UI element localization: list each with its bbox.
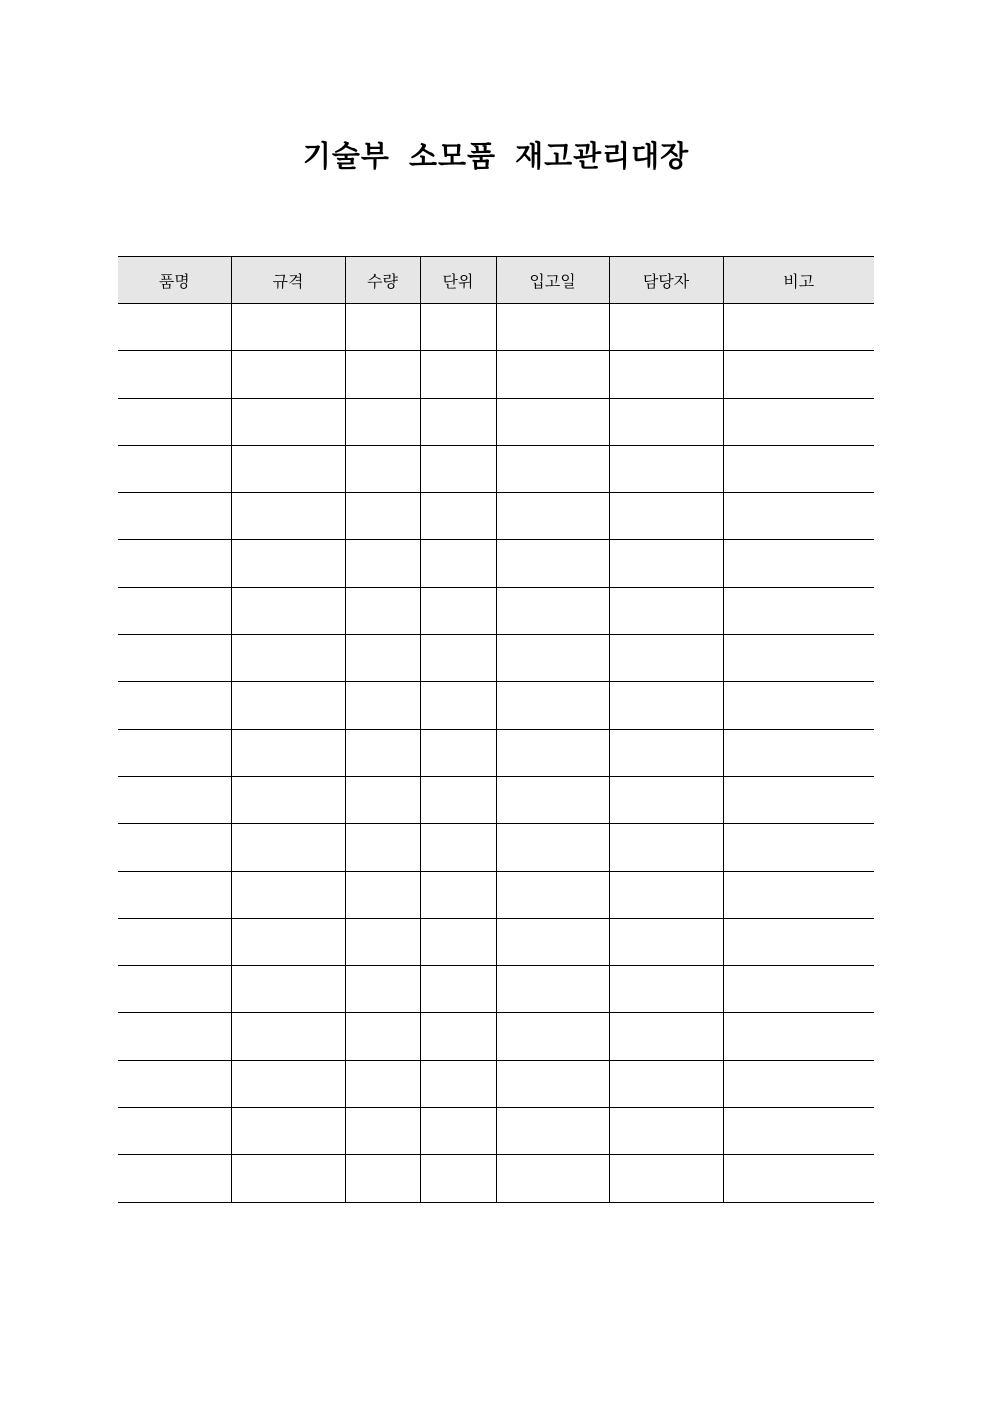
cell-item-name[interactable] — [118, 729, 231, 776]
cell-manager[interactable] — [609, 304, 723, 351]
inventory-ledger-table — [118, 256, 874, 1203]
cell-received-date[interactable] — [496, 1155, 609, 1202]
cell-manager[interactable] — [609, 587, 723, 634]
cell-unit[interactable] — [420, 445, 496, 492]
cell-received-date[interactable] — [496, 304, 609, 351]
cell-received-date[interactable] — [496, 1108, 609, 1155]
table-row — [118, 398, 874, 445]
cell-spec[interactable] — [231, 682, 345, 729]
cell-manager[interactable] — [609, 824, 723, 871]
cell-manager[interactable] — [609, 635, 723, 682]
cell-spec[interactable] — [231, 587, 345, 634]
cell-unit[interactable] — [420, 871, 496, 918]
cell-remarks[interactable] — [723, 729, 874, 776]
cell-remarks[interactable] — [723, 635, 874, 682]
cell-item-name[interactable] — [118, 398, 231, 445]
table-header-row — [118, 257, 874, 304]
cell-manager[interactable] — [609, 445, 723, 492]
cell-unit[interactable] — [420, 729, 496, 776]
document-title: 기술부 소모품 재고관리대장 — [302, 139, 690, 173]
cell-manager[interactable] — [609, 776, 723, 823]
cell-item-name[interactable] — [118, 635, 231, 682]
cell-manager[interactable] — [609, 682, 723, 729]
cell-quantity[interactable] — [345, 493, 420, 540]
cell-manager[interactable] — [609, 493, 723, 540]
table-row — [118, 445, 874, 492]
cell-item-name[interactable] — [118, 918, 231, 965]
cell-unit[interactable] — [420, 493, 496, 540]
cell-item-name[interactable] — [118, 776, 231, 823]
table-row — [118, 351, 874, 398]
table-row — [118, 729, 874, 776]
table-row — [118, 540, 874, 587]
table-row — [118, 635, 874, 682]
cell-quantity[interactable] — [345, 304, 420, 351]
cell-remarks[interactable] — [723, 871, 874, 918]
table-row — [118, 824, 874, 871]
cell-unit[interactable] — [420, 682, 496, 729]
cell-unit[interactable] — [420, 776, 496, 823]
cell-unit[interactable] — [420, 540, 496, 587]
cell-spec[interactable] — [231, 918, 345, 965]
cell-unit[interactable] — [420, 351, 496, 398]
cell-received-date[interactable] — [496, 540, 609, 587]
cell-manager[interactable] — [609, 351, 723, 398]
cell-spec[interactable] — [231, 966, 345, 1013]
header-spec: 규격 — [231, 257, 345, 304]
table-row — [118, 776, 874, 823]
cell-spec[interactable] — [231, 493, 345, 540]
cell-quantity[interactable] — [345, 587, 420, 634]
table-row — [118, 1013, 874, 1060]
cell-quantity[interactable] — [345, 1155, 420, 1202]
cell-item-name[interactable] — [118, 493, 231, 540]
cell-spec[interactable] — [231, 398, 345, 445]
cell-unit[interactable] — [420, 304, 496, 351]
cell-quantity[interactable] — [345, 351, 420, 398]
table-row — [118, 871, 874, 918]
table-row — [118, 1060, 874, 1107]
header-manager: 담당자 — [609, 257, 723, 304]
cell-unit[interactable] — [420, 1060, 496, 1107]
header-quantity: 수량 — [345, 257, 420, 304]
cell-spec[interactable] — [231, 776, 345, 823]
table-row — [118, 493, 874, 540]
cell-quantity[interactable] — [345, 540, 420, 587]
cell-received-date[interactable] — [496, 1013, 609, 1060]
cell-manager[interactable] — [609, 1013, 723, 1060]
cell-remarks[interactable] — [723, 1060, 874, 1107]
cell-remarks[interactable] — [723, 540, 874, 587]
cell-received-date[interactable] — [496, 445, 609, 492]
cell-item-name[interactable] — [118, 351, 231, 398]
table-row — [118, 1155, 874, 1202]
cell-spec[interactable] — [231, 1013, 345, 1060]
cell-received-date[interactable] — [496, 871, 609, 918]
cell-remarks[interactable] — [723, 918, 874, 965]
cell-item-name[interactable] — [118, 1013, 231, 1060]
header-remarks: 비고 — [723, 257, 874, 304]
cell-spec[interactable] — [231, 1108, 345, 1155]
header-item-name: 품명 — [118, 257, 231, 304]
cell-manager[interactable] — [609, 966, 723, 1013]
cell-manager[interactable] — [609, 1060, 723, 1107]
cell-quantity[interactable] — [345, 1108, 420, 1155]
cell-unit[interactable] — [420, 587, 496, 634]
cell-remarks[interactable] — [723, 682, 874, 729]
cell-unit[interactable] — [420, 1013, 496, 1060]
cell-remarks[interactable] — [723, 824, 874, 871]
cell-quantity[interactable] — [345, 445, 420, 492]
cell-manager[interactable] — [609, 729, 723, 776]
cell-received-date[interactable] — [496, 824, 609, 871]
table-row — [118, 682, 874, 729]
table-row — [118, 304, 874, 351]
cell-manager[interactable] — [609, 398, 723, 445]
cell-quantity[interactable] — [345, 1013, 420, 1060]
table-row — [118, 587, 874, 634]
cell-quantity[interactable] — [345, 871, 420, 918]
cell-item-name[interactable] — [118, 1155, 231, 1202]
cell-quantity[interactable] — [345, 682, 420, 729]
cell-received-date[interactable] — [496, 729, 609, 776]
cell-manager[interactable] — [609, 871, 723, 918]
cell-item-name[interactable] — [118, 966, 231, 1013]
cell-spec[interactable] — [231, 1060, 345, 1107]
cell-item-name[interactable] — [118, 304, 231, 351]
cell-quantity[interactable] — [345, 966, 420, 1013]
cell-spec[interactable] — [231, 635, 345, 682]
cell-quantity[interactable] — [345, 635, 420, 682]
cell-remarks[interactable] — [723, 445, 874, 492]
cell-item-name[interactable] — [118, 824, 231, 871]
table-row — [118, 1108, 874, 1155]
header-received-date: 입고일 — [496, 257, 609, 304]
cell-unit[interactable] — [420, 1108, 496, 1155]
cell-manager[interactable] — [609, 1155, 723, 1202]
cell-received-date[interactable] — [496, 966, 609, 1013]
cell-item-name[interactable] — [118, 682, 231, 729]
cell-item-name[interactable] — [118, 587, 231, 634]
cell-quantity[interactable] — [345, 398, 420, 445]
cell-spec[interactable] — [231, 871, 345, 918]
cell-remarks[interactable] — [723, 493, 874, 540]
cell-remarks[interactable] — [723, 398, 874, 445]
cell-remarks[interactable] — [723, 776, 874, 823]
cell-spec[interactable] — [231, 824, 345, 871]
header-unit: 단위 — [420, 257, 496, 304]
cell-item-name[interactable] — [118, 871, 231, 918]
cell-received-date[interactable] — [496, 635, 609, 682]
cell-remarks[interactable] — [723, 587, 874, 634]
cell-remarks[interactable] — [723, 304, 874, 351]
cell-quantity[interactable] — [345, 918, 420, 965]
table-row — [118, 918, 874, 965]
cell-manager[interactable] — [609, 918, 723, 965]
cell-received-date[interactable] — [496, 682, 609, 729]
cell-spec[interactable] — [231, 729, 345, 776]
cell-quantity[interactable] — [345, 1060, 420, 1107]
cell-spec[interactable] — [231, 1155, 345, 1202]
cell-unit[interactable] — [420, 824, 496, 871]
cell-remarks[interactable] — [723, 1013, 874, 1060]
cell-item-name[interactable] — [118, 1060, 231, 1107]
cell-received-date[interactable] — [496, 776, 609, 823]
cell-remarks[interactable] — [723, 1108, 874, 1155]
cell-received-date[interactable] — [496, 1060, 609, 1107]
cell-unit[interactable] — [420, 918, 496, 965]
table-row — [118, 966, 874, 1013]
cell-quantity[interactable] — [345, 729, 420, 776]
cell-unit[interactable] — [420, 398, 496, 445]
cell-remarks[interactable] — [723, 1155, 874, 1202]
cell-unit[interactable] — [420, 1155, 496, 1202]
cell-spec[interactable] — [231, 540, 345, 587]
cell-unit[interactable] — [420, 966, 496, 1013]
cell-spec[interactable] — [231, 351, 345, 398]
cell-remarks[interactable] — [723, 351, 874, 398]
cell-quantity[interactable] — [345, 824, 420, 871]
cell-received-date[interactable] — [496, 587, 609, 634]
table-body — [118, 304, 874, 1203]
cell-unit[interactable] — [420, 635, 496, 682]
cell-manager[interactable] — [609, 1108, 723, 1155]
cell-spec[interactable] — [231, 445, 345, 492]
cell-received-date[interactable] — [496, 398, 609, 445]
cell-quantity[interactable] — [345, 776, 420, 823]
cell-received-date[interactable] — [496, 493, 609, 540]
cell-received-date[interactable] — [496, 918, 609, 965]
cell-spec[interactable] — [231, 304, 345, 351]
cell-item-name[interactable] — [118, 445, 231, 492]
cell-remarks[interactable] — [723, 966, 874, 1013]
cell-item-name[interactable] — [118, 1108, 231, 1155]
cell-received-date[interactable] — [496, 351, 609, 398]
cell-manager[interactable] — [609, 540, 723, 587]
cell-item-name[interactable] — [118, 540, 231, 587]
